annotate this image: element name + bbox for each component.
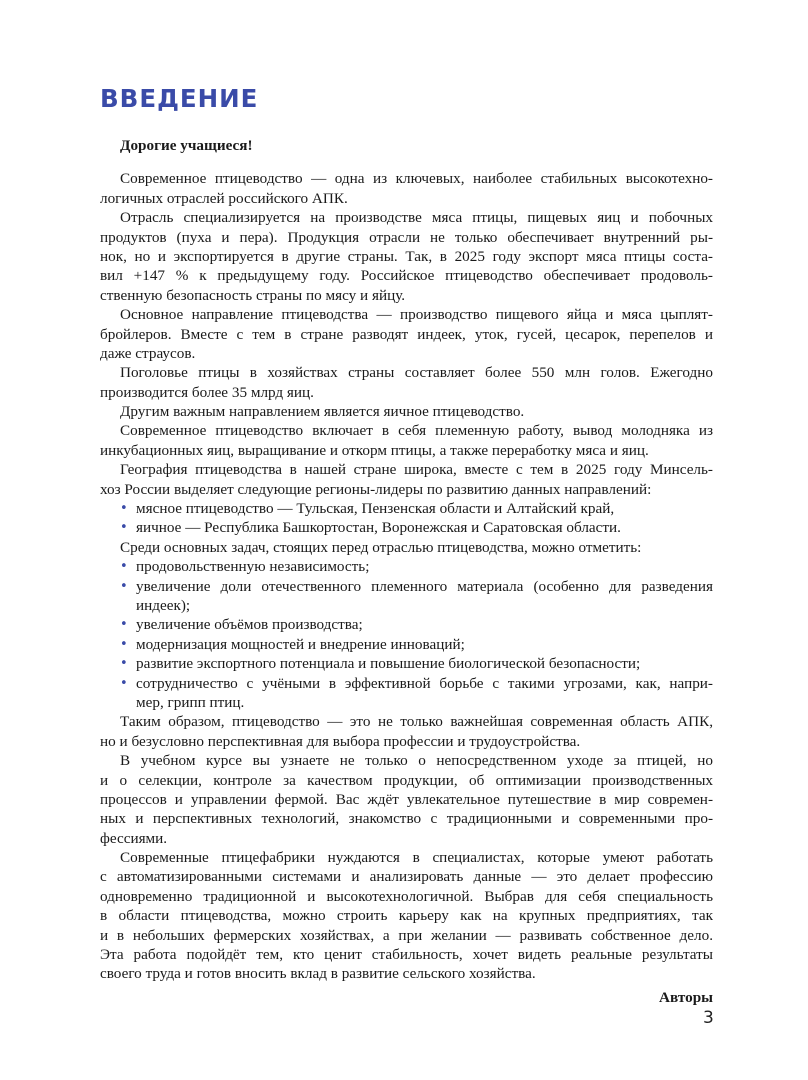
text-line <box>100 189 713 208</box>
text-line <box>100 809 713 828</box>
text-line <box>100 402 713 421</box>
bullet-icon: • <box>120 656 128 672</box>
line-text: фессиями. <box>100 829 168 847</box>
text-line <box>100 499 713 518</box>
line-text: инкубационных яиц, выращивание и откорм птицы, а также переработку мяса и яиц. <box>100 441 649 459</box>
bullet-icon: • <box>120 617 128 633</box>
line-text: процессов и управлении фермой. Вас ждёт увлекательное путешествие в мир современ- <box>100 790 713 808</box>
line-text: производится более 35 млрд яиц. <box>100 383 314 401</box>
line-text: География птицеводства в нашей стране широка, вместе с тем в 2025 году Минсель- <box>120 461 713 479</box>
text-line <box>100 557 713 576</box>
text-line <box>100 906 713 925</box>
text-line <box>100 344 713 363</box>
line-text: увеличение объёмов производства; <box>136 616 363 634</box>
line-text: вил +147 % к предыдущему году. Российское птицеводство обеспечивает продоволь- <box>100 267 713 285</box>
line-text: нок, но и экспортируется в другие страны. Так, в 2025 году экспорт мяса птицы соста- <box>100 247 713 265</box>
text-line <box>100 790 713 809</box>
text-line <box>100 829 713 848</box>
line-text: Отрасль специализируется на производстве мяса птицы, пищевых яиц и побочных <box>120 209 713 227</box>
text-line <box>100 363 713 382</box>
line-text: мясное птицеводство — Тульская, Пензенская области и Алтайский край, <box>136 500 615 518</box>
bullet-icon: • <box>120 559 128 575</box>
line-text: и в небольших фермерских хозяйствах, а при желании — развивать собственное дело. <box>100 926 713 944</box>
line-text: Поголовье птицы в хозяйствах страны составляет более 550 млн голов. Ежегодно <box>120 364 713 382</box>
bullet-icon: • <box>120 501 128 517</box>
text-line <box>100 771 713 790</box>
line-text: своего труда и готов вносить вклад в развитие сельского хозяйства. <box>100 965 536 983</box>
text-line <box>100 460 713 479</box>
line-text: модернизация мощностей и внедрение инноваций; <box>136 635 465 653</box>
text-line <box>100 305 713 324</box>
bullet-icon: • <box>120 578 128 594</box>
text-line <box>100 383 713 402</box>
line-text: яичное — Республика Башкортостан, Воронежская и Саратовская области. <box>136 519 621 537</box>
line-text: одновременно традиционной и высокотехнологичной. Выбрав для себя специальность <box>100 887 713 905</box>
text-line <box>100 751 713 770</box>
text-line <box>100 266 713 285</box>
line-text: В учебном курсе вы узнаете не только о непосредственном уходе за птицей, но <box>120 752 713 770</box>
line-text: увеличение доли отечественного племенного материала (особенно для разведения <box>136 577 713 595</box>
text-line <box>100 887 713 906</box>
text-line <box>100 867 713 886</box>
text-line <box>100 518 713 537</box>
page-title: ВВЕДЕНИЕ <box>100 84 259 113</box>
line-text: ственную безопасность страны по мясу и яйцу. <box>100 286 406 304</box>
page-number: 3 <box>703 1008 714 1028</box>
body-text <box>100 136 713 1007</box>
line-text: сотрудничество с учёными в эффективной борьбе с такими угрозами, как, напри- <box>136 674 713 692</box>
line-text: развитие экспортного потенциала и повышение биологической безопасности; <box>136 655 641 673</box>
line-text: Эта работа подойдёт тем, кто ценит стабильность, хочет видеть реальные результаты <box>100 946 713 964</box>
text-line <box>100 654 713 673</box>
line-text: хоз России выделяет следующие регионы-лидеры по развитию данных направлений: <box>100 480 652 498</box>
text-line <box>100 635 713 654</box>
text-line <box>100 693 713 712</box>
bullet-icon: • <box>120 636 128 652</box>
line-text: Современные птицефабрики нуждаются в специалистах, которые умеют работать <box>120 849 713 867</box>
text-line <box>100 325 713 344</box>
line-text: даже страусов. <box>100 344 196 362</box>
text-line <box>100 441 713 460</box>
line-text: Таким образом, птицеводство — это не только важнейшая современная область АПК, <box>120 713 713 731</box>
line-text: бройлеров. Вместе с тем в стране разводят индеек, уток, гусей, цесарок, перепелов и <box>100 325 713 343</box>
greeting: Дорогие учащиеся! <box>120 137 253 154</box>
text-line <box>100 596 713 615</box>
text-line <box>100 945 713 964</box>
line-text: Другим важным направлением является яичное птицеводство. <box>120 403 525 421</box>
bullet-icon: • <box>120 520 128 536</box>
text-line <box>100 286 713 305</box>
line-text: продовольственную независимость; <box>136 558 370 576</box>
line-text: Современное птицеводство — одна из ключевых, наиболее стабильных высокотехно- <box>120 170 713 188</box>
line-text: с автоматизированными системами и анализировать данные — это делает профессию <box>100 868 713 886</box>
line-text: логичных отраслей российского АПК. <box>100 189 348 207</box>
text-line <box>100 712 713 731</box>
text-line <box>100 926 713 945</box>
text-line <box>100 732 713 751</box>
line-text: в области птицеводства, можно строить карьеру как на крупных предприятиях, так <box>100 907 713 925</box>
line-text: Среди основных задач, стоящих перед отраслью птицеводства, можно отметить: <box>120 538 642 556</box>
text-line <box>100 480 713 499</box>
line-text: и о селекции, контроле за качеством продукции, об оптимизации производственных <box>100 771 713 789</box>
text-line <box>100 228 713 247</box>
line-text: Основное направление птицеводства — производство пищевого яйца и мяса цыплят- <box>120 306 713 324</box>
text-line <box>100 421 713 440</box>
text-line <box>100 615 713 634</box>
text-line <box>100 964 713 983</box>
text-line <box>100 208 713 227</box>
line-text: ных и перспективных технологий, знакомство с традиционными и современными про- <box>100 810 713 828</box>
line-text: мер, грипп птиц. <box>136 693 245 711</box>
bullet-icon: • <box>120 675 128 691</box>
line-text: индеек); <box>136 597 191 614</box>
text-line <box>100 848 713 867</box>
text-line <box>100 577 713 596</box>
text-line <box>100 674 713 693</box>
text-line <box>100 247 713 266</box>
text-line <box>100 538 713 557</box>
line-text: Современное птицеводство включает в себя племенную работу, вывод молодняка из <box>120 422 713 440</box>
line-text: продуктов (пуха и пера). Продукция отрасли не только обеспечивает внутренний ры- <box>100 228 713 246</box>
authors-signature: Авторы <box>659 988 713 1006</box>
text-line <box>100 169 713 188</box>
paragraph-lines <box>100 169 713 983</box>
line-text: но и безусловно перспективная для выбора профессии и трудоустройства. <box>100 732 581 750</box>
